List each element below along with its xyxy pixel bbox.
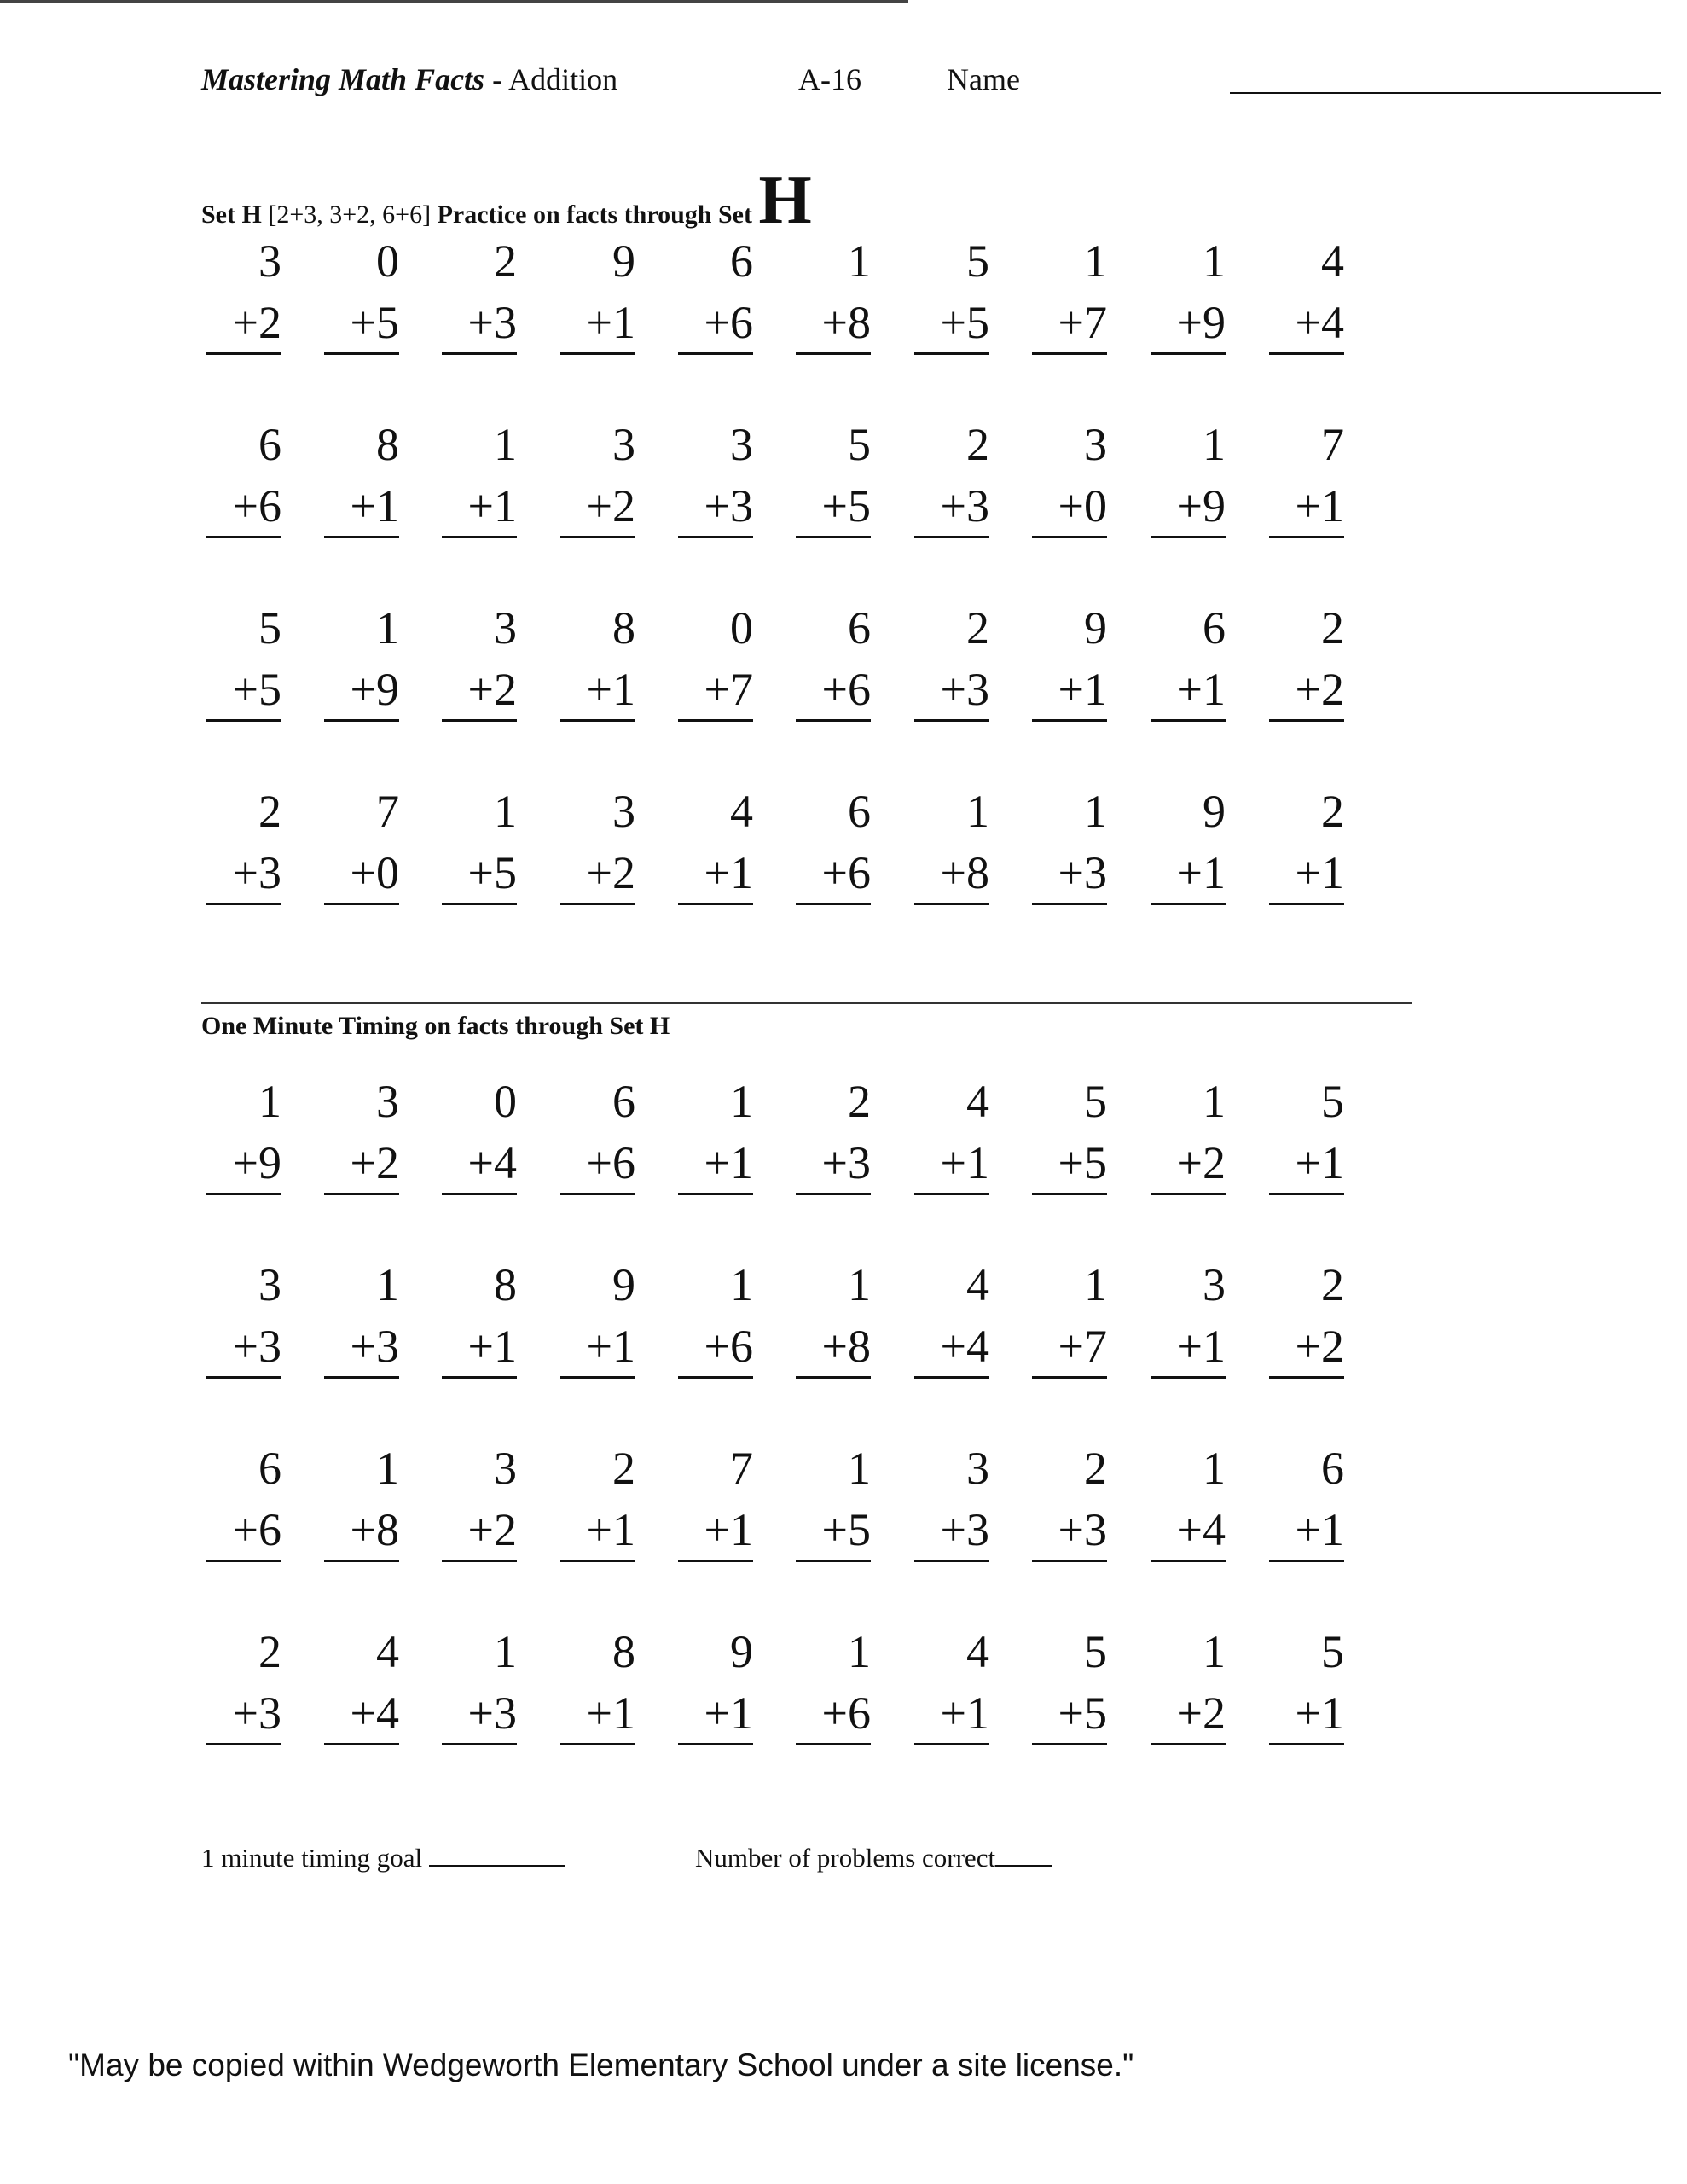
problem-addend-top: 1 xyxy=(1203,235,1226,287)
scan-edge-line xyxy=(0,0,908,3)
problem-addend-top: 1 xyxy=(966,786,989,837)
problem-addend-top: 4 xyxy=(1321,235,1344,287)
problem-addend-top: 5 xyxy=(848,419,871,470)
problem-addend-bottom: +1 xyxy=(914,1687,989,1745)
problem-addend-bottom: +1 xyxy=(560,1687,635,1745)
addition-problem xyxy=(1269,1258,1344,1379)
problem-addend-bottom: +2 xyxy=(560,479,635,538)
problem-addend-bottom: +5 xyxy=(914,296,989,355)
worksheet-title xyxy=(201,61,617,97)
addition-problem xyxy=(442,1625,517,1745)
addition-problem xyxy=(1032,235,1107,355)
timing-heading: One Minute Timing on facts through Set H xyxy=(201,1012,670,1040)
addition-problem xyxy=(324,601,399,722)
problem-addend-top: 2 xyxy=(966,602,989,653)
problem-addend-top: 1 xyxy=(848,1626,871,1677)
addition-problem xyxy=(560,1442,635,1562)
problem-addend-top: 1 xyxy=(494,786,517,837)
problem-addend-top: 1 xyxy=(1203,1626,1226,1677)
problem-addend-bottom: +0 xyxy=(324,846,399,905)
addition-problem xyxy=(1269,601,1344,722)
problem-addend-top: 8 xyxy=(376,419,399,470)
addition-problem xyxy=(914,235,989,355)
problem-addend-bottom: +5 xyxy=(206,663,281,722)
addition-problem xyxy=(678,235,753,355)
problem-addend-top: 3 xyxy=(1084,419,1107,470)
problem-addend-bottom: +1 xyxy=(560,1503,635,1562)
addition-problem xyxy=(914,601,989,722)
addition-problem xyxy=(678,1442,753,1562)
section-divider xyxy=(201,1002,1412,1004)
problem-addend-top: 1 xyxy=(848,235,871,287)
problem-addend-bottom: +9 xyxy=(324,663,399,722)
problem-addend-bottom: +1 xyxy=(442,479,517,538)
problem-addend-top: 1 xyxy=(730,1076,753,1127)
problem-addend-bottom: +3 xyxy=(206,1687,281,1745)
problem-addend-top: 3 xyxy=(1203,1259,1226,1310)
problem-addend-bottom: +6 xyxy=(678,296,753,355)
problem-addend-top: 1 xyxy=(730,1259,753,1310)
problem-addend-bottom: +1 xyxy=(1269,1136,1344,1195)
problem-addend-top: 8 xyxy=(612,602,635,653)
addition-problem xyxy=(442,601,517,722)
addition-problem xyxy=(206,1625,281,1745)
problem-addend-bottom: +3 xyxy=(206,846,281,905)
problem-addend-bottom: +6 xyxy=(560,1136,635,1195)
problem-addend-bottom: +6 xyxy=(206,1503,281,1562)
addition-problem xyxy=(442,418,517,538)
problem-addend-top: 6 xyxy=(258,419,281,470)
problem-addend-bottom: +1 xyxy=(678,1136,753,1195)
problem-addend-bottom: +4 xyxy=(1269,296,1344,355)
problem-addend-top: 9 xyxy=(612,235,635,287)
addition-problem xyxy=(442,1258,517,1379)
addition-problem xyxy=(1269,418,1344,538)
problems-correct-blank[interactable] xyxy=(995,1843,1052,1867)
problem-addend-top: 5 xyxy=(258,602,281,653)
addition-problem xyxy=(206,1442,281,1562)
problem-addend-bottom: +7 xyxy=(1032,296,1107,355)
practice-text: Practice on facts through Set xyxy=(437,200,759,229)
problem-addend-top: 8 xyxy=(612,1626,635,1677)
addition-problem xyxy=(1151,601,1226,722)
problem-addend-bottom: +8 xyxy=(796,296,871,355)
title-subject: - Addition xyxy=(484,62,618,96)
practice-set-label: Set H xyxy=(201,200,269,229)
problem-addend-top: 2 xyxy=(612,1443,635,1494)
worksheet-code: A-16 xyxy=(798,62,861,96)
problem-addend-top: 3 xyxy=(258,235,281,287)
problem-addend-top: 5 xyxy=(1084,1626,1107,1677)
addition-problem xyxy=(1269,235,1344,355)
practice-range: [2+3, 3+2, 6+6] xyxy=(268,200,438,229)
addition-problem xyxy=(1269,1442,1344,1562)
problem-addend-top: 4 xyxy=(730,786,753,837)
addition-problem xyxy=(324,235,399,355)
problem-addend-bottom: +5 xyxy=(442,846,517,905)
problem-addend-top: 5 xyxy=(966,235,989,287)
problem-addend-bottom: +6 xyxy=(796,1687,871,1745)
problem-addend-top: 4 xyxy=(966,1259,989,1310)
problem-addend-bottom: +9 xyxy=(1151,296,1226,355)
problem-addend-top: 1 xyxy=(1203,1076,1226,1127)
problem-addend-top: 2 xyxy=(258,786,281,837)
problem-addend-bottom: +1 xyxy=(1151,846,1226,905)
addition-problem xyxy=(442,235,517,355)
copyright-notice: "May be copied within Wedgeworth Elementary School under a site license." xyxy=(68,2048,1134,2082)
problem-addend-bottom: +6 xyxy=(796,846,871,905)
problem-addend-bottom: +3 xyxy=(206,1320,281,1379)
problem-addend-bottom: +9 xyxy=(1151,479,1226,538)
problem-addend-bottom: +1 xyxy=(678,1687,753,1745)
problem-addend-bottom: +9 xyxy=(206,1136,281,1195)
problem-addend-top: 3 xyxy=(494,602,517,653)
problem-addend-top: 1 xyxy=(1203,1443,1226,1494)
addition-problem xyxy=(1151,1442,1226,1562)
problem-addend-top: 6 xyxy=(1203,602,1226,653)
problem-addend-bottom: +3 xyxy=(442,296,517,355)
problem-addend-top: 1 xyxy=(376,1443,399,1494)
problem-addend-bottom: +1 xyxy=(1151,1320,1226,1379)
addition-problem xyxy=(324,785,399,905)
addition-problem xyxy=(206,601,281,722)
problem-addend-top: 9 xyxy=(1084,602,1107,653)
problem-addend-top: 7 xyxy=(730,1443,753,1494)
problem-addend-top: 9 xyxy=(730,1626,753,1677)
problem-addend-bottom: +5 xyxy=(1032,1136,1107,1195)
problem-addend-bottom: +1 xyxy=(1269,846,1344,905)
addition-problem xyxy=(796,601,871,722)
problem-addend-top: 1 xyxy=(376,1259,399,1310)
problem-addend-bottom: +4 xyxy=(324,1687,399,1745)
problem-addend-top: 3 xyxy=(730,419,753,470)
problem-addend-top: 2 xyxy=(848,1076,871,1127)
problem-addend-top: 9 xyxy=(612,1259,635,1310)
problem-addend-bottom: +5 xyxy=(1032,1687,1107,1745)
addition-problem xyxy=(324,1625,399,1745)
addition-problem xyxy=(678,785,753,905)
problem-addend-top: 5 xyxy=(1321,1076,1344,1127)
problem-addend-top: 6 xyxy=(612,1076,635,1127)
addition-problem xyxy=(1032,418,1107,538)
addition-problem xyxy=(914,785,989,905)
problem-addend-bottom: +7 xyxy=(678,663,753,722)
timing-goal-label: 1 minute timing goal xyxy=(201,1843,423,1873)
problem-addend-bottom: +1 xyxy=(1151,663,1226,722)
problem-addend-top: 3 xyxy=(612,419,635,470)
problem-addend-top: 7 xyxy=(376,786,399,837)
addition-problem xyxy=(324,1442,399,1562)
problem-addend-bottom: +4 xyxy=(914,1320,989,1379)
problem-addend-bottom: +1 xyxy=(678,846,753,905)
problem-addend-bottom: +2 xyxy=(1151,1687,1226,1745)
addition-problem xyxy=(1151,235,1226,355)
problem-addend-bottom: +1 xyxy=(1269,479,1344,538)
addition-problem xyxy=(914,1442,989,1562)
problem-addend-bottom: +8 xyxy=(324,1503,399,1562)
addition-problem xyxy=(1151,1625,1226,1745)
addition-problem xyxy=(324,1075,399,1195)
addition-problem xyxy=(914,1258,989,1379)
problem-addend-top: 2 xyxy=(1321,1259,1344,1310)
problem-addend-top: 3 xyxy=(376,1076,399,1127)
addition-problem xyxy=(1269,1625,1344,1745)
problem-addend-bottom: +3 xyxy=(442,1687,517,1745)
addition-problem xyxy=(914,418,989,538)
addition-problem xyxy=(1032,1075,1107,1195)
problem-addend-top: 1 xyxy=(1084,1259,1107,1310)
addition-problem xyxy=(1151,1258,1226,1379)
problem-addend-top: 3 xyxy=(258,1259,281,1310)
addition-problem xyxy=(560,235,635,355)
problem-addend-bottom: +3 xyxy=(1032,1503,1107,1562)
name-label: Name xyxy=(947,62,1020,96)
problem-addend-bottom: +0 xyxy=(1032,479,1107,538)
addition-problem xyxy=(1151,1075,1226,1195)
problem-addend-bottom: +3 xyxy=(796,1136,871,1195)
addition-problem xyxy=(560,418,635,538)
problem-addend-top: 6 xyxy=(258,1443,281,1494)
problem-addend-top: 1 xyxy=(494,1626,517,1677)
problem-addend-top: 5 xyxy=(1084,1076,1107,1127)
problem-addend-bottom: +6 xyxy=(206,479,281,538)
addition-problem xyxy=(324,418,399,538)
problem-addend-bottom: +4 xyxy=(442,1136,517,1195)
problem-addend-bottom: +6 xyxy=(796,663,871,722)
addition-problem xyxy=(678,1075,753,1195)
problem-addend-bottom: +1 xyxy=(560,1320,635,1379)
problem-addend-bottom: +5 xyxy=(324,296,399,355)
addition-problem xyxy=(796,1625,871,1745)
addition-problem xyxy=(796,1442,871,1562)
addition-problem xyxy=(206,1075,281,1195)
addition-problem xyxy=(442,785,517,905)
addition-problem xyxy=(796,235,871,355)
problem-addend-top: 1 xyxy=(1203,419,1226,470)
problem-addend-top: 0 xyxy=(494,1076,517,1127)
problem-addend-top: 3 xyxy=(612,786,635,837)
problem-addend-bottom: +2 xyxy=(442,663,517,722)
problem-addend-bottom: +1 xyxy=(1269,1687,1344,1745)
problem-addend-top: 1 xyxy=(1084,786,1107,837)
addition-problem xyxy=(1269,785,1344,905)
name-input-line[interactable] xyxy=(1230,92,1661,94)
addition-problem xyxy=(206,235,281,355)
problem-addend-bottom: +4 xyxy=(1151,1503,1226,1562)
addition-problem xyxy=(206,418,281,538)
problem-addend-bottom: +1 xyxy=(560,296,635,355)
practice-big-letter: H xyxy=(758,163,812,238)
problem-addend-top: 6 xyxy=(730,235,753,287)
problem-addend-bottom: +3 xyxy=(914,1503,989,1562)
problem-addend-top: 6 xyxy=(848,786,871,837)
problem-addend-top: 2 xyxy=(494,235,517,287)
addition-problem xyxy=(678,1258,753,1379)
addition-problem xyxy=(560,1258,635,1379)
problem-addend-top: 6 xyxy=(1321,1443,1344,1494)
problem-addend-top: 6 xyxy=(848,602,871,653)
problem-addend-bottom: +1 xyxy=(678,1503,753,1562)
problem-addend-bottom: +8 xyxy=(914,846,989,905)
addition-problem xyxy=(796,1258,871,1379)
problem-addend-bottom: +3 xyxy=(1032,846,1107,905)
addition-problem xyxy=(796,418,871,538)
problem-addend-bottom: +2 xyxy=(1151,1136,1226,1195)
addition-problem xyxy=(1269,1075,1344,1195)
problem-addend-top: 3 xyxy=(966,1443,989,1494)
problem-addend-top: 5 xyxy=(1321,1626,1344,1677)
problem-addend-bottom: +2 xyxy=(560,846,635,905)
problem-addend-top: 1 xyxy=(376,602,399,653)
problem-addend-bottom: +3 xyxy=(914,479,989,538)
problem-addend-top: 1 xyxy=(494,419,517,470)
addition-problem xyxy=(206,785,281,905)
worksheet-header xyxy=(201,61,1481,113)
addition-problem xyxy=(324,1258,399,1379)
addition-problem xyxy=(678,601,753,722)
problem-addend-top: 4 xyxy=(966,1076,989,1127)
addition-problem xyxy=(1032,785,1107,905)
addition-problem xyxy=(442,1075,517,1195)
addition-problem xyxy=(560,785,635,905)
problem-addend-bottom: +2 xyxy=(324,1136,399,1195)
addition-problem xyxy=(796,1075,871,1195)
problem-addend-bottom: +2 xyxy=(442,1503,517,1562)
addition-problem xyxy=(206,1258,281,1379)
title-italic: Mastering Math Facts xyxy=(201,62,485,96)
problem-addend-bottom: +5 xyxy=(796,479,871,538)
problem-addend-top: 2 xyxy=(258,1626,281,1677)
addition-problem xyxy=(560,601,635,722)
problem-addend-top: 0 xyxy=(730,602,753,653)
addition-problem xyxy=(1032,1258,1107,1379)
problems-correct xyxy=(695,1843,1052,1873)
problem-addend-top: 2 xyxy=(1321,786,1344,837)
problem-addend-top: 3 xyxy=(494,1443,517,1494)
problem-addend-bottom: +3 xyxy=(324,1320,399,1379)
addition-problem xyxy=(560,1075,635,1195)
problem-addend-bottom: +1 xyxy=(914,1136,989,1195)
problem-addend-top: 1 xyxy=(1084,235,1107,287)
timing-goal-blank[interactable] xyxy=(429,1843,565,1867)
addition-problem xyxy=(1032,601,1107,722)
problems-correct-label: Number of problems correct xyxy=(695,1843,996,1873)
problem-addend-bottom: +1 xyxy=(442,1320,517,1379)
problem-addend-top: 8 xyxy=(494,1259,517,1310)
problem-addend-bottom: +1 xyxy=(560,663,635,722)
problem-addend-top: 1 xyxy=(258,1076,281,1127)
addition-problem xyxy=(678,418,753,538)
addition-problem xyxy=(914,1075,989,1195)
problem-addend-top: 4 xyxy=(966,1626,989,1677)
addition-problem xyxy=(1032,1625,1107,1745)
timing-goal xyxy=(201,1843,565,1873)
practice-heading xyxy=(201,163,812,238)
addition-problem xyxy=(560,1625,635,1745)
problem-addend-bottom: +7 xyxy=(1032,1320,1107,1379)
problem-addend-top: 0 xyxy=(376,235,399,287)
problem-addend-top: 2 xyxy=(966,419,989,470)
problem-addend-top: 2 xyxy=(1084,1443,1107,1494)
problem-addend-top: 1 xyxy=(848,1259,871,1310)
problem-addend-bottom: +2 xyxy=(1269,663,1344,722)
addition-problem xyxy=(678,1625,753,1745)
problem-addend-bottom: +1 xyxy=(1032,663,1107,722)
addition-problem xyxy=(1032,1442,1107,1562)
problem-addend-bottom: +3 xyxy=(914,663,989,722)
problem-addend-bottom: +3 xyxy=(678,479,753,538)
problem-addend-top: 1 xyxy=(848,1443,871,1494)
addition-problem xyxy=(796,785,871,905)
problem-addend-bottom: +1 xyxy=(324,479,399,538)
addition-problem xyxy=(1151,418,1226,538)
addition-problem xyxy=(914,1625,989,1745)
problem-addend-top: 4 xyxy=(376,1626,399,1677)
addition-problem xyxy=(1151,785,1226,905)
problem-addend-bottom: +6 xyxy=(678,1320,753,1379)
problem-addend-bottom: +2 xyxy=(206,296,281,355)
problem-addend-top: 2 xyxy=(1321,602,1344,653)
problem-addend-bottom: +8 xyxy=(796,1320,871,1379)
problem-addend-top: 7 xyxy=(1321,419,1344,470)
problem-addend-bottom: +1 xyxy=(1269,1503,1344,1562)
problem-addend-bottom: +2 xyxy=(1269,1320,1344,1379)
problem-addend-bottom: +5 xyxy=(796,1503,871,1562)
problem-addend-top: 9 xyxy=(1203,786,1226,837)
addition-problem xyxy=(442,1442,517,1562)
